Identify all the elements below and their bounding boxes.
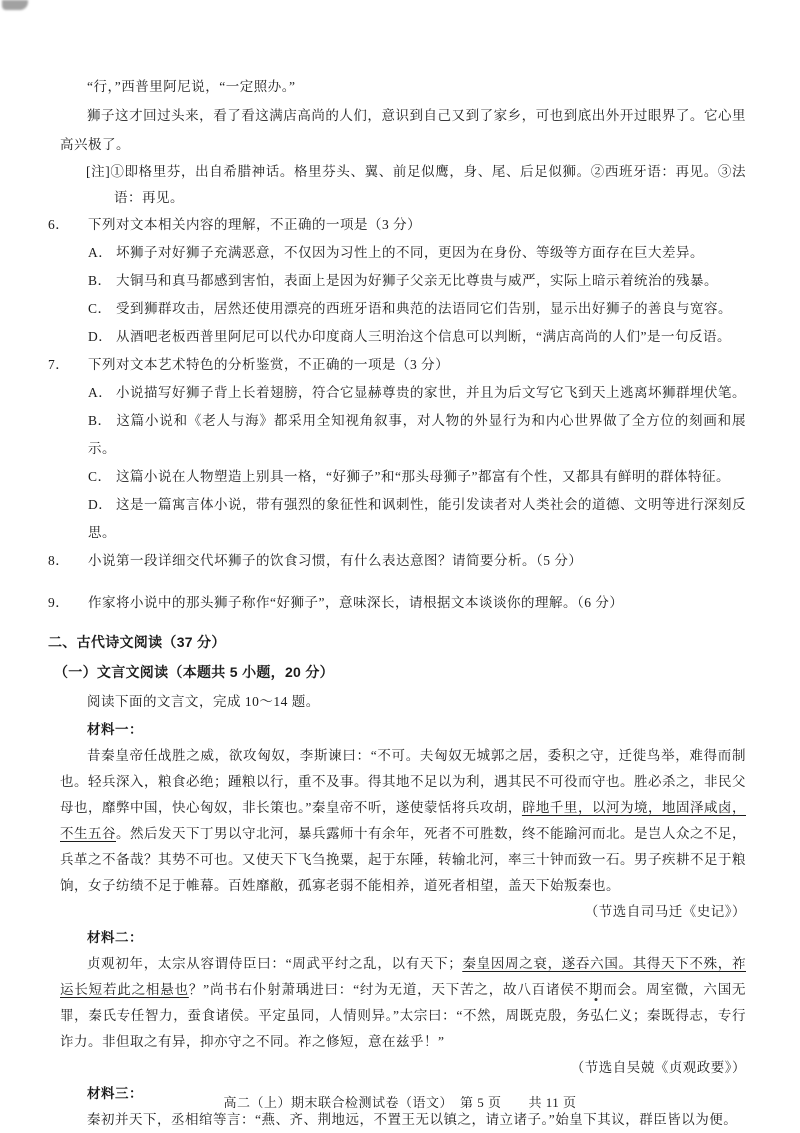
text-run: “行，”西普里阿尼说，“一定照办。” bbox=[87, 79, 296, 94]
text-run: 从酒吧老板西普里阿尼可以代办印度商人三明治这个信息可以判断，“满店高尚的人们”是一句反语。 bbox=[116, 329, 731, 344]
emphasis-dot-char: 期 bbox=[588, 982, 604, 997]
material-1-heading bbox=[60, 716, 746, 743]
text-run: 小说描写好狮子背上长着翅膀，符合它显赫尊贵的家世，并且为后文写它飞到天上逃离坏狮群埋伏笔。 bbox=[116, 385, 746, 400]
text-run: 阅读下面的文言文，完成 10～14 题。 bbox=[87, 694, 320, 709]
footnote bbox=[60, 159, 746, 211]
text-run: 而会。周室微，六国无罪，秦氏专任智力，蚕食诸侯。平定虽同，人情则异。”太宗曰：“不然，周既克殷，务弘仁义；秦既得志，专行诈力。非但取之有异，抑亦守之不同。祚之修短，意在兹乎！” bbox=[60, 982, 747, 1049]
option-6-c bbox=[88, 295, 746, 323]
text-run: 这篇小说在人物塑造上别具一格，“好狮子”和“那头母狮子”都富有个性，又都具有鲜明的群体特征。 bbox=[116, 469, 730, 484]
material-2-source bbox=[48, 1055, 746, 1080]
question-8 bbox=[48, 547, 746, 575]
text-run: 二、古代诗文阅读（37 分） bbox=[48, 634, 226, 650]
text-run: 材料三： bbox=[87, 1086, 143, 1101]
story-line-ending bbox=[60, 101, 746, 159]
document-body bbox=[48, 72, 746, 1133]
material-2-text bbox=[60, 951, 746, 1055]
question-7 bbox=[48, 351, 746, 379]
option-7-a bbox=[88, 379, 746, 407]
reading-instruction bbox=[60, 687, 746, 716]
text-run: D． bbox=[88, 497, 113, 512]
text-run: B． bbox=[88, 273, 112, 288]
text-run: 贞观初年，太宗从容谓侍臣曰：“周武平纣之乱，以有天下； bbox=[87, 956, 463, 971]
text-run: 小说第一段详细交代坏狮子的饮食习惯，有什么表达意图？请简要分析。（5 分） bbox=[88, 553, 583, 568]
text-run: 下列对文本相关内容的理解，不正确的一项是（3 分） bbox=[88, 217, 422, 232]
option-6-d bbox=[88, 323, 746, 351]
text-run: 7． bbox=[48, 357, 70, 372]
text-run: A． bbox=[88, 385, 113, 400]
text-run: ？”尚书右仆射萧瑀进曰：“纣为无道，天下苦之，故八百诸侯不 bbox=[188, 982, 589, 997]
text-run: 这是一篇寓言体小说，带有强烈的象征性和讽刺性，能引发读者对人类社会的道德、文明等进行深刻反思。 bbox=[88, 497, 746, 540]
text-run: 这篇小说和《老人与海》都采用全知视角叙事，对人物的外显行为和内心世界做了全方位的刻画和展示。 bbox=[88, 413, 746, 456]
text-run: （节选自司马迁《史记》） bbox=[584, 904, 746, 919]
text-run: 狮子这才回过头来，看了看这满店高尚的人们，意识到自己又到了家乡，可也到底出外开过眼界了。它心里高兴极了。 bbox=[60, 108, 746, 152]
text-run: （一）文言文阅读（本题共 5 小题，20 分） bbox=[54, 664, 334, 680]
material-2-heading bbox=[60, 924, 746, 951]
material-1-source bbox=[48, 899, 746, 924]
material-1-text bbox=[60, 743, 746, 899]
text-run: 坏狮子对好狮子充满恶意，不仅因为习性上的不同，更因为在身份、等级等方面存在巨大差异。 bbox=[116, 245, 704, 260]
text-run: （节选自吴兢《贞观政要》） bbox=[570, 1060, 746, 1075]
subsection-heading bbox=[54, 657, 746, 687]
text-run: 作家将小说中的那头狮子称作“好狮子”，意味深长，请根据文本谈谈你的理解。（6 分） bbox=[88, 595, 624, 610]
underlined-text: 辟地千里，以河为境，地固泽咸卤，不生五谷 bbox=[60, 800, 746, 841]
story-line-reply bbox=[60, 72, 746, 101]
text-run: 下列对文本艺术特色的分析鉴赏，不正确的一项是（3 分） bbox=[88, 357, 450, 372]
section-heading bbox=[48, 627, 746, 657]
question-6 bbox=[48, 211, 746, 239]
option-6-a bbox=[88, 239, 746, 267]
text-run: 大铜马和真马都感到害怕，表面上是因为好狮子父亲无比尊贵与威严，实际上暗示着统治的残暴。 bbox=[116, 273, 718, 288]
text-run: C． bbox=[88, 469, 112, 484]
option-6-b bbox=[88, 267, 746, 295]
text-run: 6． bbox=[48, 217, 70, 232]
text-run: 8． bbox=[48, 553, 70, 568]
text-run: B． bbox=[88, 413, 112, 428]
text-run: 秦初并天下，丞相绾等言：“燕、齐、荆地远，不置王无以镇之，请立诸子。”始皇下其议，群臣皆以为便。 bbox=[87, 1112, 738, 1127]
text-run: 材料一： bbox=[87, 722, 143, 737]
text-run: C． bbox=[88, 301, 112, 316]
text-run: 。然后发天下丁男以守北河，暴兵露师十有余年，死者不可胜数，终不能踰河而北。是岂人众之不足，兵革之不备哉？其势不可也。又使天下飞刍挽粟，起于东陲，转输北河，率三十钟而致一石。男子疾耕不足于粮饷，女子纺绩不足于帷幕。百姓靡敝，孤寡老弱不能相养，道死者相望，盖天下始叛秦也。 bbox=[60, 826, 746, 893]
text-run: 昔秦皇帝任战胜之威，欲攻匈奴，李斯谏曰：“不可。夫匈奴无城郭之居，委积之守，迁徙鸟举，难得而制也。轻兵深入，粮食必绝；踵粮以行，重不及事。得其地不足以为利，遇其民不可役而守也。胜必杀之，非民父母也，靡弊中国，快心匈奴，非长策也。”秦皇帝不听，遂使蒙恬将兵攻胡， bbox=[60, 748, 746, 815]
text-run: D． bbox=[88, 329, 113, 344]
underlined-text: 秦皇因周之衰，遂吞六国。其得天下不殊，祚运长短若此之相悬也 bbox=[60, 956, 746, 997]
page-footer: 高二（上）期末联合检测试卷（语文） 第 5 页 共 11 页 bbox=[223, 1095, 577, 1110]
option-7-c bbox=[88, 463, 746, 491]
question-9 bbox=[48, 589, 746, 617]
text-run: [注]①即格里芬，出自希腊神话。格里芬头、翼、前足似鹰，身、尾、后足似狮。②西班牙语：再见。③法语：再见。 bbox=[86, 164, 746, 205]
option-7-d bbox=[88, 491, 746, 547]
text-run: 受到狮群攻击，居然还使用漂亮的西班牙语和典范的法语同它们告别，显示出好狮子的善良与宽容。 bbox=[116, 301, 732, 316]
option-7-b bbox=[88, 407, 746, 463]
text-run: 9． bbox=[48, 595, 70, 610]
text-run: A． bbox=[88, 245, 113, 260]
scan-artifact bbox=[2, 0, 28, 10]
text-run: 材料二： bbox=[87, 930, 143, 945]
